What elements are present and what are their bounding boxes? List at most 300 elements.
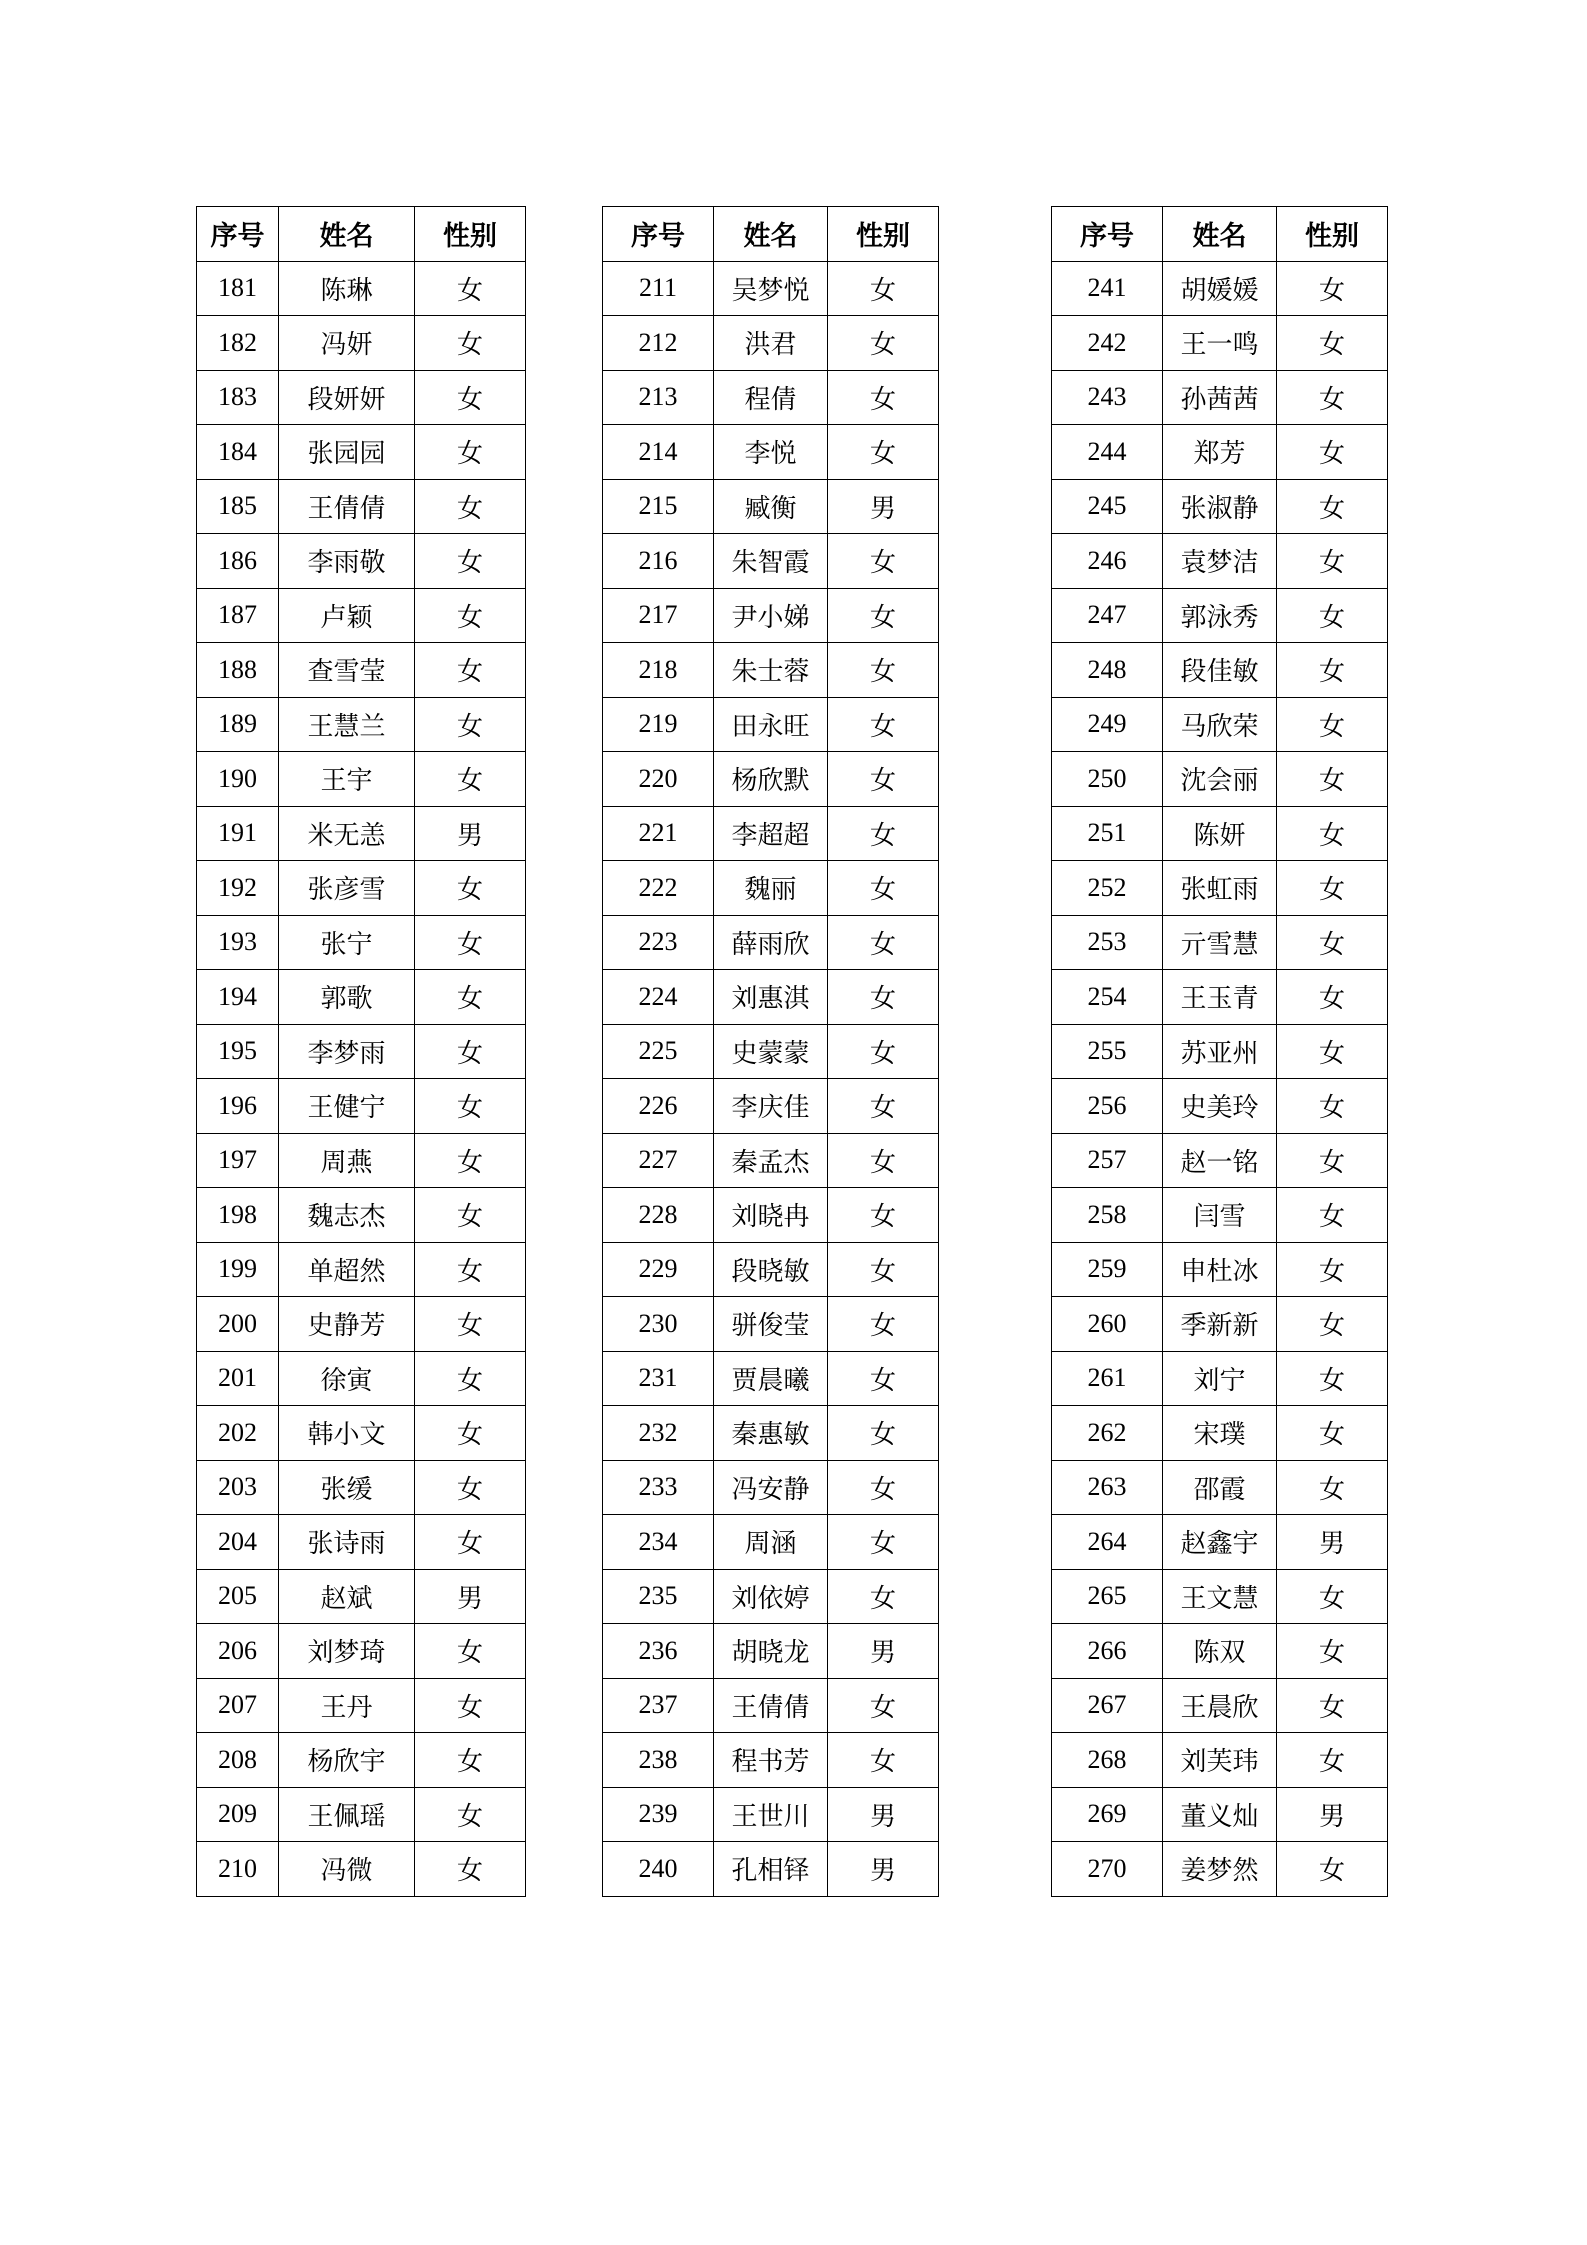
cell-no: 219 <box>603 697 714 752</box>
header-no: 序号 <box>1052 207 1163 262</box>
cell-no: 182 <box>197 316 279 371</box>
roster-table-1 <box>196 206 526 1897</box>
cell-no: 223 <box>603 915 714 970</box>
table-row <box>1052 588 1388 643</box>
cell-gender: 女 <box>1277 534 1388 589</box>
cell-name: 史美玲 <box>1163 1079 1277 1134</box>
cell-name: 程倩 <box>714 370 828 425</box>
cell-gender: 女 <box>415 1787 526 1842</box>
cell-name: 朱士蓉 <box>714 643 828 698</box>
table-row <box>603 1460 939 1515</box>
cell-name: 吴梦悦 <box>714 261 828 316</box>
cell-gender: 女 <box>1277 806 1388 861</box>
cell-name: 洪君 <box>714 316 828 371</box>
cell-gender: 女 <box>1277 425 1388 480</box>
table-row <box>197 588 526 643</box>
cell-no: 267 <box>1052 1678 1163 1733</box>
cell-name: 郭歌 <box>279 970 415 1025</box>
cell-gender: 男 <box>415 1569 526 1624</box>
header-gender: 性别 <box>1277 207 1388 262</box>
table-row <box>1052 1297 1388 1352</box>
table-row <box>603 1515 939 1570</box>
cell-gender: 男 <box>415 806 526 861</box>
table-row <box>197 1406 526 1461</box>
cell-no: 245 <box>1052 479 1163 534</box>
cell-no: 225 <box>603 1024 714 1079</box>
cell-gender: 女 <box>415 1678 526 1733</box>
cell-gender: 女 <box>1277 316 1388 371</box>
cell-gender: 女 <box>415 1842 526 1897</box>
cell-gender: 女 <box>828 1351 939 1406</box>
cell-gender: 女 <box>415 588 526 643</box>
cell-no: 201 <box>197 1351 279 1406</box>
cell-gender: 女 <box>828 1733 939 1788</box>
cell-name: 周涵 <box>714 1515 828 1570</box>
cell-no: 183 <box>197 370 279 425</box>
table-row <box>197 479 526 534</box>
table-row <box>603 1079 939 1134</box>
cell-name: 胡媛媛 <box>1163 261 1277 316</box>
cell-name: 徐寅 <box>279 1351 415 1406</box>
cell-gender: 女 <box>1277 643 1388 698</box>
cell-gender: 男 <box>828 1787 939 1842</box>
cell-name: 胡晓龙 <box>714 1624 828 1679</box>
cell-name: 史蒙蒙 <box>714 1024 828 1079</box>
table-row <box>1052 752 1388 807</box>
table-row <box>603 1024 939 1079</box>
cell-name: 王倩倩 <box>714 1678 828 1733</box>
table-row <box>197 1024 526 1079</box>
cell-name: 王健宁 <box>279 1079 415 1134</box>
header-name: 姓名 <box>714 207 828 262</box>
table-row <box>603 534 939 589</box>
cell-gender: 女 <box>1277 1406 1388 1461</box>
cell-name: 王佩瑶 <box>279 1787 415 1842</box>
table-row <box>1052 1351 1388 1406</box>
table-row <box>197 1569 526 1624</box>
cell-no: 191 <box>197 806 279 861</box>
table-row <box>1052 261 1388 316</box>
cell-gender: 女 <box>828 1188 939 1243</box>
header-name: 姓名 <box>279 207 415 262</box>
cell-gender: 女 <box>828 1297 939 1352</box>
table-row <box>1052 970 1388 1025</box>
cell-gender: 女 <box>415 970 526 1025</box>
cell-name: 贾晨曦 <box>714 1351 828 1406</box>
cell-gender: 女 <box>1277 1733 1388 1788</box>
cell-no: 255 <box>1052 1024 1163 1079</box>
cell-gender: 女 <box>1277 1079 1388 1134</box>
cell-name: 王一鸣 <box>1163 316 1277 371</box>
cell-gender: 女 <box>415 915 526 970</box>
cell-gender: 女 <box>1277 1569 1388 1624</box>
cell-gender: 女 <box>828 643 939 698</box>
cell-no: 253 <box>1052 915 1163 970</box>
roster-table-3 <box>1051 206 1388 1897</box>
cell-name: 杨欣默 <box>714 752 828 807</box>
cell-gender: 女 <box>1277 1024 1388 1079</box>
table-row <box>1052 1569 1388 1624</box>
table-row <box>1052 1024 1388 1079</box>
cell-gender: 男 <box>828 1624 939 1679</box>
cell-no: 259 <box>1052 1242 1163 1297</box>
cell-no: 243 <box>1052 370 1163 425</box>
table-row <box>1052 1733 1388 1788</box>
cell-no: 193 <box>197 915 279 970</box>
cell-name: 王倩倩 <box>279 479 415 534</box>
table-row <box>603 1678 939 1733</box>
table-row <box>197 425 526 480</box>
cell-gender: 女 <box>828 425 939 480</box>
cell-no: 209 <box>197 1787 279 1842</box>
cell-name: 赵斌 <box>279 1569 415 1624</box>
table-row <box>603 970 939 1025</box>
table-row <box>1052 806 1388 861</box>
cell-no: 262 <box>1052 1406 1163 1461</box>
table-row <box>197 316 526 371</box>
cell-no: 200 <box>197 1297 279 1352</box>
table-row <box>1052 697 1388 752</box>
cell-no: 266 <box>1052 1624 1163 1679</box>
table-row <box>1052 1787 1388 1842</box>
cell-no: 248 <box>1052 643 1163 698</box>
cell-no: 206 <box>197 1624 279 1679</box>
table-row <box>197 643 526 698</box>
cell-no: 251 <box>1052 806 1163 861</box>
cell-no: 215 <box>603 479 714 534</box>
cell-name: 李庆佳 <box>714 1079 828 1134</box>
cell-gender: 女 <box>828 752 939 807</box>
cell-no: 184 <box>197 425 279 480</box>
cell-name: 秦惠敏 <box>714 1406 828 1461</box>
cell-name: 苏亚州 <box>1163 1024 1277 1079</box>
cell-no: 195 <box>197 1024 279 1079</box>
header-gender: 性别 <box>415 207 526 262</box>
cell-no: 258 <box>1052 1188 1163 1243</box>
cell-no: 187 <box>197 588 279 643</box>
cell-name: 朱智霞 <box>714 534 828 589</box>
cell-gender: 女 <box>415 1515 526 1570</box>
table-row <box>1052 1406 1388 1461</box>
cell-no: 220 <box>603 752 714 807</box>
cell-no: 249 <box>1052 697 1163 752</box>
table-row <box>603 1406 939 1461</box>
cell-no: 263 <box>1052 1460 1163 1515</box>
cell-no: 202 <box>197 1406 279 1461</box>
cell-name: 王文慧 <box>1163 1569 1277 1624</box>
cell-gender: 女 <box>1277 697 1388 752</box>
cell-name: 田永旺 <box>714 697 828 752</box>
cell-name: 王慧兰 <box>279 697 415 752</box>
cell-name: 张园园 <box>279 425 415 480</box>
cell-gender: 女 <box>415 479 526 534</box>
cell-gender: 女 <box>415 1188 526 1243</box>
cell-gender: 女 <box>1277 1242 1388 1297</box>
cell-no: 197 <box>197 1133 279 1188</box>
cell-name: 刘梦琦 <box>279 1624 415 1679</box>
table-row <box>197 1733 526 1788</box>
cell-gender: 女 <box>415 261 526 316</box>
cell-gender: 女 <box>828 1569 939 1624</box>
cell-gender: 女 <box>415 643 526 698</box>
cell-gender: 男 <box>1277 1515 1388 1570</box>
cell-name: 冯微 <box>279 1842 415 1897</box>
cell-gender: 女 <box>415 752 526 807</box>
table-row <box>1052 643 1388 698</box>
cell-name: 王玉青 <box>1163 970 1277 1025</box>
cell-no: 228 <box>603 1188 714 1243</box>
cell-gender: 女 <box>828 697 939 752</box>
table-row <box>603 479 939 534</box>
cell-no: 260 <box>1052 1297 1163 1352</box>
cell-name: 陈妍 <box>1163 806 1277 861</box>
cell-name: 薛雨欣 <box>714 915 828 970</box>
cell-no: 221 <box>603 806 714 861</box>
cell-gender: 女 <box>1277 1460 1388 1515</box>
cell-name: 单超然 <box>279 1242 415 1297</box>
cell-no: 207 <box>197 1678 279 1733</box>
cell-gender: 女 <box>415 861 526 916</box>
cell-gender: 女 <box>828 1678 939 1733</box>
cell-gender: 女 <box>415 1079 526 1134</box>
table-row <box>197 1515 526 1570</box>
cell-name: 李超超 <box>714 806 828 861</box>
cell-no: 203 <box>197 1460 279 1515</box>
table-row <box>603 752 939 807</box>
cell-gender: 女 <box>828 1515 939 1570</box>
cell-name: 陈琳 <box>279 261 415 316</box>
cell-no: 222 <box>603 861 714 916</box>
cell-gender: 女 <box>828 1024 939 1079</box>
cell-name: 段晓敏 <box>714 1242 828 1297</box>
cell-no: 213 <box>603 370 714 425</box>
cell-name: 段佳敏 <box>1163 643 1277 698</box>
cell-gender: 女 <box>828 1133 939 1188</box>
cell-name: 张彦雪 <box>279 861 415 916</box>
cell-gender: 女 <box>1277 261 1388 316</box>
table-row <box>603 697 939 752</box>
cell-name: 杨欣宇 <box>279 1733 415 1788</box>
table-row <box>197 752 526 807</box>
header-gender: 性别 <box>828 207 939 262</box>
cell-gender: 女 <box>1277 370 1388 425</box>
cell-no: 242 <box>1052 316 1163 371</box>
table-row <box>1052 1079 1388 1134</box>
cell-no: 229 <box>603 1242 714 1297</box>
cell-gender: 女 <box>415 1242 526 1297</box>
table-row <box>1052 1842 1388 1897</box>
cell-name: 郭泳秀 <box>1163 588 1277 643</box>
cell-gender: 女 <box>415 697 526 752</box>
cell-gender: 女 <box>1277 1624 1388 1679</box>
cell-name: 魏志杰 <box>279 1188 415 1243</box>
header-name: 姓名 <box>1163 207 1277 262</box>
cell-name: 姜梦然 <box>1163 1842 1277 1897</box>
table-row <box>1052 861 1388 916</box>
cell-gender: 女 <box>1277 479 1388 534</box>
cell-gender: 女 <box>415 1406 526 1461</box>
table-row <box>1052 370 1388 425</box>
cell-gender: 女 <box>415 1133 526 1188</box>
cell-name: 韩小文 <box>279 1406 415 1461</box>
table-row <box>197 1351 526 1406</box>
table-row <box>197 806 526 861</box>
table-row <box>197 1079 526 1134</box>
cell-name: 马欣荣 <box>1163 697 1277 752</box>
cell-gender: 男 <box>1277 1787 1388 1842</box>
table-row <box>603 1242 939 1297</box>
table-row <box>197 1242 526 1297</box>
cell-gender: 女 <box>415 1351 526 1406</box>
cell-no: 257 <box>1052 1133 1163 1188</box>
roster-table-2 <box>602 206 939 1897</box>
cell-name: 张诗雨 <box>279 1515 415 1570</box>
cell-gender: 女 <box>828 534 939 589</box>
cell-gender: 女 <box>1277 861 1388 916</box>
cell-no: 204 <box>197 1515 279 1570</box>
cell-name: 宋璞 <box>1163 1406 1277 1461</box>
table-row <box>603 1624 939 1679</box>
cell-name: 王丹 <box>279 1678 415 1733</box>
cell-no: 270 <box>1052 1842 1163 1897</box>
cell-no: 232 <box>603 1406 714 1461</box>
cell-gender: 女 <box>828 1079 939 1134</box>
table-row <box>603 370 939 425</box>
cell-no: 250 <box>1052 752 1163 807</box>
table-row <box>197 1787 526 1842</box>
cell-no: 192 <box>197 861 279 916</box>
cell-no: 234 <box>603 1515 714 1570</box>
cell-no: 244 <box>1052 425 1163 480</box>
cell-no: 233 <box>603 1460 714 1515</box>
table-row <box>603 1133 939 1188</box>
cell-name: 王世川 <box>714 1787 828 1842</box>
table-row <box>603 806 939 861</box>
cell-name: 沈会丽 <box>1163 752 1277 807</box>
cell-name: 王晨欣 <box>1163 1678 1277 1733</box>
cell-name: 董义灿 <box>1163 1787 1277 1842</box>
table-row <box>197 1842 526 1897</box>
cell-gender: 女 <box>415 1297 526 1352</box>
cell-no: 211 <box>603 261 714 316</box>
cell-gender: 男 <box>828 1842 939 1897</box>
table-row <box>603 1733 939 1788</box>
cell-name: 查雪莹 <box>279 643 415 698</box>
cell-gender: 女 <box>1277 1678 1388 1733</box>
cell-name: 张缓 <box>279 1460 415 1515</box>
table-row <box>603 861 939 916</box>
cell-gender: 女 <box>828 861 939 916</box>
cell-no: 190 <box>197 752 279 807</box>
cell-gender: 女 <box>828 370 939 425</box>
cell-no: 247 <box>1052 588 1163 643</box>
cell-name: 季新新 <box>1163 1297 1277 1352</box>
cell-no: 239 <box>603 1787 714 1842</box>
cell-name: 闫雪 <box>1163 1188 1277 1243</box>
table-row <box>197 1678 526 1733</box>
cell-name: 李雨敬 <box>279 534 415 589</box>
cell-no: 230 <box>603 1297 714 1352</box>
table-row <box>603 316 939 371</box>
table-row <box>1052 1188 1388 1243</box>
cell-name: 臧衡 <box>714 479 828 534</box>
cell-no: 246 <box>1052 534 1163 589</box>
table-row <box>197 370 526 425</box>
cell-no: 218 <box>603 643 714 698</box>
table-row <box>603 1188 939 1243</box>
header-no: 序号 <box>603 207 714 262</box>
cell-gender: 男 <box>828 479 939 534</box>
cell-name: 王宇 <box>279 752 415 807</box>
cell-no: 252 <box>1052 861 1163 916</box>
cell-name: 孔相铎 <box>714 1842 828 1897</box>
table-row <box>197 1624 526 1679</box>
cell-no: 208 <box>197 1733 279 1788</box>
cell-no: 240 <box>603 1842 714 1897</box>
cell-gender: 女 <box>1277 915 1388 970</box>
cell-name: 冯安静 <box>714 1460 828 1515</box>
cell-no: 216 <box>603 534 714 589</box>
cell-name: 李梦雨 <box>279 1024 415 1079</box>
table-row <box>603 261 939 316</box>
table-row <box>197 1460 526 1515</box>
cell-name: 尹小娣 <box>714 588 828 643</box>
table-row <box>197 915 526 970</box>
cell-name: 申杜冰 <box>1163 1242 1277 1297</box>
cell-gender: 女 <box>1277 1351 1388 1406</box>
cell-name: 刘惠淇 <box>714 970 828 1025</box>
cell-gender: 女 <box>415 1460 526 1515</box>
table-row <box>197 970 526 1025</box>
cell-name: 程书芳 <box>714 1733 828 1788</box>
table-row <box>1052 1624 1388 1679</box>
cell-gender: 女 <box>828 1242 939 1297</box>
cell-name: 段妍妍 <box>279 370 415 425</box>
cell-gender: 女 <box>1277 588 1388 643</box>
cell-gender: 女 <box>828 316 939 371</box>
cell-name: 刘依婷 <box>714 1569 828 1624</box>
cell-name: 陈双 <box>1163 1624 1277 1679</box>
cell-gender: 女 <box>1277 970 1388 1025</box>
table-header-row <box>603 207 939 262</box>
cell-no: 236 <box>603 1624 714 1679</box>
table-row <box>603 425 939 480</box>
cell-name: 刘宁 <box>1163 1351 1277 1406</box>
cell-name: 冯妍 <box>279 316 415 371</box>
table-row <box>197 861 526 916</box>
cell-no: 186 <box>197 534 279 589</box>
cell-gender: 女 <box>828 261 939 316</box>
cell-gender: 女 <box>828 1406 939 1461</box>
cell-no: 256 <box>1052 1079 1163 1134</box>
table-row <box>1052 1133 1388 1188</box>
cell-no: 199 <box>197 1242 279 1297</box>
cell-gender: 女 <box>828 915 939 970</box>
table-row <box>603 588 939 643</box>
cell-no: 237 <box>603 1678 714 1733</box>
cell-gender: 女 <box>1277 1188 1388 1243</box>
cell-no: 198 <box>197 1188 279 1243</box>
cell-no: 212 <box>603 316 714 371</box>
cell-no: 181 <box>197 261 279 316</box>
cell-gender: 女 <box>415 1024 526 1079</box>
cell-name: 骈俊莹 <box>714 1297 828 1352</box>
cell-no: 235 <box>603 1569 714 1624</box>
cell-name: 亓雪慧 <box>1163 915 1277 970</box>
cell-gender: 女 <box>415 425 526 480</box>
cell-name: 魏丽 <box>714 861 828 916</box>
table-row <box>1052 915 1388 970</box>
